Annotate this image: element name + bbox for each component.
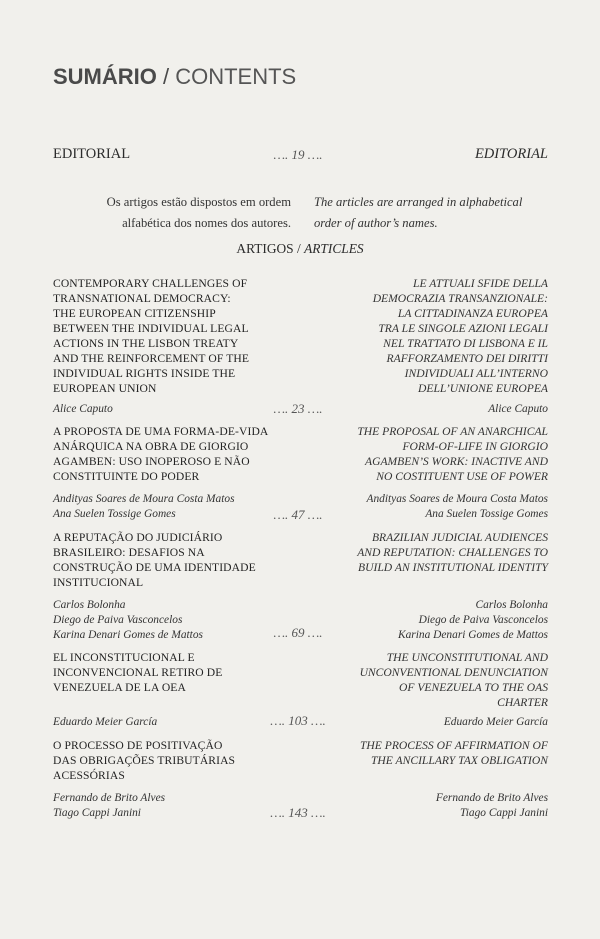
article-page: …. 47 …. <box>273 507 323 522</box>
article-authors-en: Alice Caputo <box>488 403 548 415</box>
editorial-page: …. 19 …. <box>273 147 323 162</box>
article-authors-en: Fernando de Brito Alves Tiago Cappi Janini <box>435 792 548 819</box>
article-authors: Carlos Bolonha Diego de Paiva Vasconcelos Karina Denari Gomes de Mattos <box>53 599 203 641</box>
article-authors: Alice Caputo <box>53 403 113 415</box>
article-title-en[interactable]: LE ATTUALI SFIDE DELLA DEMOCRAZIA TRANSANZIONALE: LA CITTADINANZA EUROPEA TRA LE SINGOLE AZIONI LEGALI NEL TRATTATO DI LISBONA E IL RAFFORZAMENTO DEI DIRITTI INDIVIDUALI ALL’INTERNO DELL’UNIONE EUROPEA <box>372 277 548 395</box>
article-authors-en: Eduardo Meier García <box>443 716 548 728</box>
article-title-pt[interactable]: EL INCONSTITUCIONAL E INCONVENCIONAL RETIRO DE VENEZUELA DE LA OEA <box>53 651 223 694</box>
article-title-pt[interactable]: A REPUTAÇÃO DO JUDICIÁRIO BRASILEIRO: DESAFIOS NA CONSTRUÇÃO DE UMA IDENTIDADE INSTITUCIONAL <box>53 531 256 589</box>
article-title-pt[interactable]: O PROCESSO DE POSITIVAÇÃO DAS OBRIGAÇÕES TRIBUTÁRIAS ACESSÓRIAS <box>53 739 236 782</box>
article-title-pt[interactable]: CONTEMPORARY CHALLENGES OF TRANSNATIONAL DEMOCRACY: THE EUROPEAN CITIZENSHIP BETWEEN THE INDIVIDUAL LEGAL ACTIONS IN THE LISBON TREATY AND THE REINFORCEMENT OF THE INDIVIDUAL RIGHTS INSIDE THE EUROPEAN UNION <box>53 277 250 395</box>
article-title-en[interactable]: BRAZILIAN JUDICIAL AUDIENCES AND REPUTATION: CHALLENGES TO BUILD AN INSTITUTIONAL IDENTITY <box>357 531 548 574</box>
article-page: …. 143 …. <box>270 805 326 820</box>
article-authors-en: Carlos Bolonha Diego de Paiva Vasconcelos Karina Denari Gomes de Mattos <box>398 599 548 641</box>
article-title-en[interactable]: THE PROCESS OF AFFIRMATION OF THE ANCILLARY TAX OBLIGATION <box>359 739 548 767</box>
article-title-pt[interactable]: A PROPOSTA DE UMA FORMA-DE-VIDA ANÁRQUICA NA OBRA DE GIORGIO AGAMBEN: USO INOPEROSO E NÃO CONSTITUINTE DO PODER <box>53 425 269 483</box>
section-heading: ARTIGOS / ARTICLES <box>236 241 364 256</box>
editorial-link[interactable]: EDITORIAL <box>53 146 131 162</box>
article-title-en[interactable]: THE PROPOSAL OF AN ANARCHICAL FORM-OF-LIFE IN GIORGIO AGAMBEN’S WORK: INACTIVE AND NO COSTITUENT USE OF POWER <box>357 425 548 483</box>
page-title: SUMÁRIO / CONTENTS <box>53 64 297 89</box>
note-en: The articles are arranged in alphabetical order of author’s names. <box>314 195 523 230</box>
article-authors: Eduardo Meier García <box>53 716 158 728</box>
article-page: …. 23 …. <box>273 401 323 416</box>
note-pt: Os artigos estão dispostos em ordem alfabética dos nomes dos autores. <box>106 195 291 230</box>
article-authors: Fernando de Brito Alves Tiago Cappi Janini <box>53 792 166 819</box>
article-authors: Andityas Soares de Moura Costa Matos Ana Suelen Tossige Gomes <box>53 493 235 520</box>
article-page: …. 103 …. <box>270 713 326 728</box>
article-page: …. 69 …. <box>273 625 323 640</box>
article-title-en[interactable]: THE UNCONSTITUTIONAL AND UNCONVENTIONAL DENUNCIATION OF VENEZUELA TO THE OAS CHARTER <box>359 651 548 709</box>
editorial-link-en[interactable]: EDITORIAL <box>474 146 548 162</box>
article-authors-en: Andityas Soares de Moura Costa Matos Ana Suelen Tossige Gomes <box>366 493 548 520</box>
